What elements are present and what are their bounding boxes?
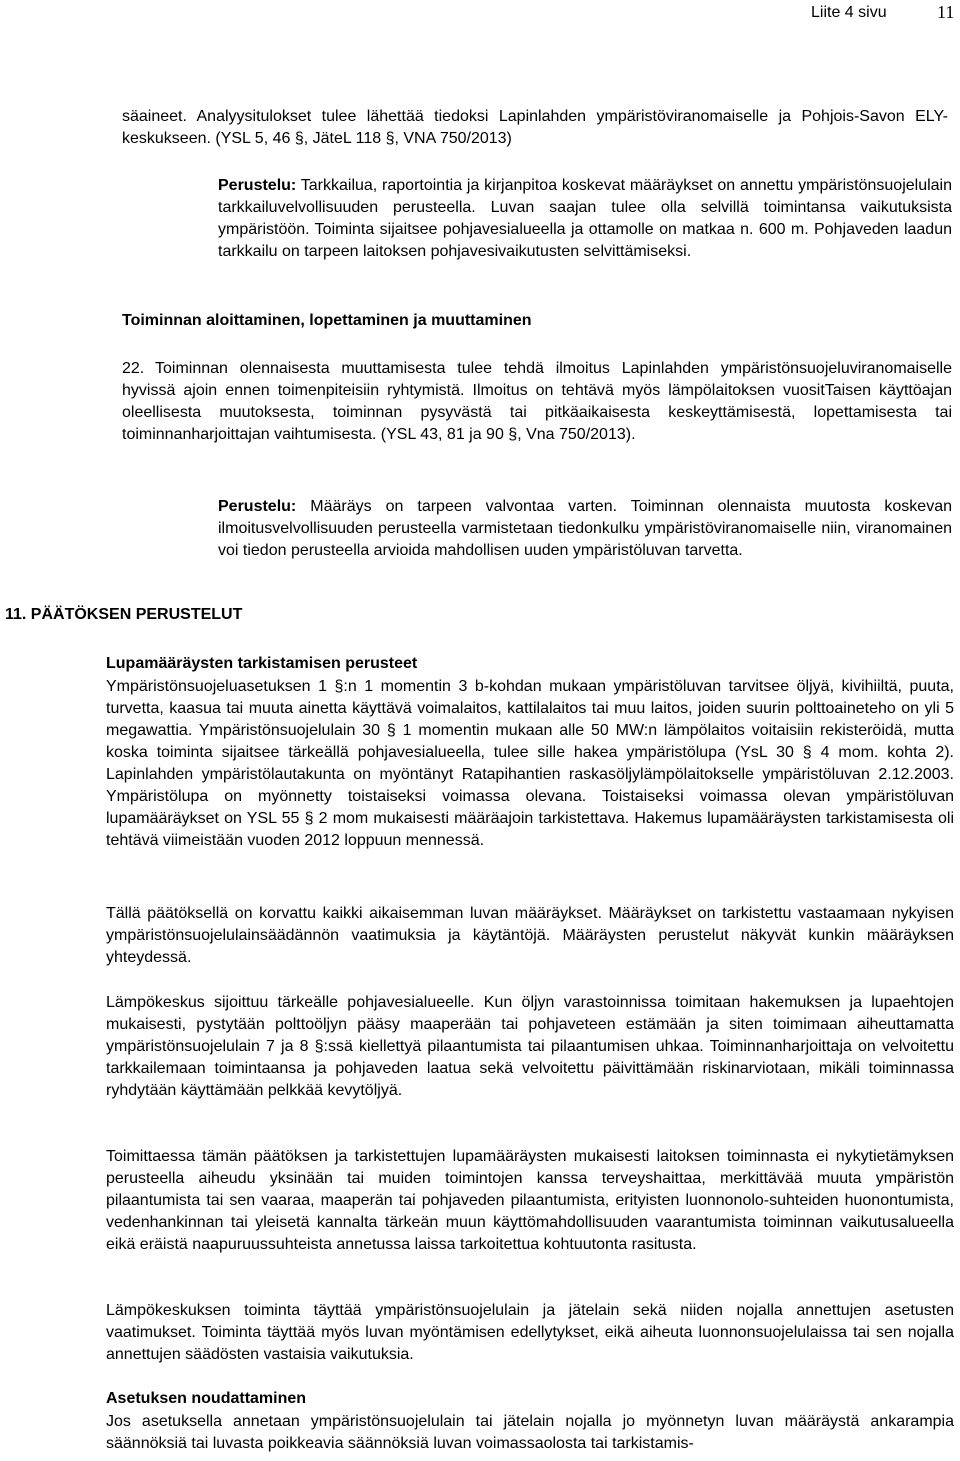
item-22-text: Toiminnan olennaisesta muuttamisesta tulee tehdä ilmoitus Lapinlahden ympäristönsuojeluviranomaiselle hyvissä ajoin ennen toimenpiteisiin ryhtymistä. Ilmoitus on tehtävä myös lämpölaitoksen vuositTaisen käyttöajan oleellisesta muutoksesta, toiminnan pysyvästä tai pitkäaikaisesta keskeyttämisestä, lopettamisesta tai toiminnanharjoittajan vaihtumisesta. (YSL 43, 81 ja 90 §, Vna 750/2013). (122, 360, 952, 443)
continued-paragraph: säaineet. Analyysitulokset tulee lähettää tiedoksi Lapinlahden ympäristöviranomaiselle ja Pohjois-Savon ELY-keskukseen. (YSL 5, 46 §, JäteL 118 §, VNA 750/2013) (122, 108, 948, 147)
asetus-paragraph: Jos asetuksella annetaan ympäristönsuojelulain tai jätelain nojalla jo myönnetyn luvan määräystä ankarampia säännöksiä tai luvasta poikkeavia säännöksiä luvan voimassaolosta tai tarkistamis- (106, 1413, 954, 1452)
paragraph-2: Tällä päätöksellä on korvattu kaikki aikaisemman luvan määräykset. Määräykset on tarkistettu vastaamaan nykyisen ympäristönsuojelulainsäädännön vaatimuksia ja käytäntöjä. Määräysten perustelut näkyvät kunkin määräyksen yhteydessä. (106, 905, 954, 966)
reasoning-paragraph-1 (218, 175, 952, 263)
subheading: Toiminnan aloittaminen, lopettaminen ja muuttaminen (122, 312, 532, 329)
paragraph-3: Lämpökeskus sijoittuu tärkeälle pohjavesialueelle. Kun öljyn varastoinnissa toimitaan hakemuksen ja lupaehtojen mukaisesti, pystytään polttoöljyn pääsy maaperään tai pohjaveteen estämään ja siten toimimaan aiheuttamatta ympäristönsuojelulain 7 ja 8 §:ssä kiellettyä pilaantumista tai pilaantumisen uhkaa. Toiminnanharjoittaja on velvoitettu tarkkailemaan toimintaansa ja pohjaveden laatua sekä velvoitettu päivittämään riskinarviotaan, mikäli toiminnassa ryhdytään käyttämään pelkkää kevytöljyä. (106, 994, 954, 1099)
section-heading: 11. PÄÄTÖKSEN PERUSTELUT (5, 606, 243, 623)
reasoning-text: Tarkkailua, raportointia ja kirjanpitoa koskevat määräykset on annettu ympäristönsuojelulain tarkkailuvelvollisuuden perusteella. Luvan saajan tulee olla selvillä toimintansa vaikutuksista ympäristöön. Toiminta sijaitsee pohjavesialueella ja ottamolle on matkaa n. 600 m. Pohjaveden laadun tarkkailu on tarpeen laitoksen pohjavesivaikutusten selvittämiseksi. (218, 177, 952, 260)
reasoning-label: Perustelu: (218, 498, 297, 515)
page-number: 11 (937, 2, 955, 22)
paragraph-4: Toimittaessa tämän päätöksen ja tarkistettujen lupamääräysten mukaisesti laitoksen toiminnasta ei nykytietämyksen perusteella aiheudu yksinään tai muiden toimintojen kanssa terveyshaittaa, merkittävää muuta ympäristön pilaantumista tai sen vaaraa, maaperän tai pohjaveden pilaantumista, erityisten luonnonolo-suhteiden huonontumista, vedenhankinnan tai yleisetä kannalta tärkeän muun käyttömahdollisuuden vaarantumista toiminnan vaikutusalueella eikä eräistä naapuruussuhteista annetussa laissa tarkoitettua kohtuutonta rasitusta. (106, 1148, 954, 1253)
reasoning-paragraph-2 (218, 496, 952, 562)
lupa-heading: Lupamääräysten tarkistamisen perusteet (106, 655, 418, 672)
reasoning-text: Määräys on tarpeen valvontaa varten. Toiminnan olennaista muutosta koskevan ilmoitusvelvollisuuden perusteella varmistetaan tiedonkulku ympäristöviranomaiselle niin, viranomainen voi tiedon perusteella arvioida mahdollisen uuden ympäristöluvan tarvetta. (218, 498, 952, 559)
reasoning-label: Perustelu: (218, 177, 297, 194)
header-label: Liite 4 sivu (811, 4, 887, 21)
paragraph-5: Lämpökeskuksen toiminta täyttää ympäristönsuojelulain ja jätelain sekä niiden nojalla annettujen asetusten vaatimukset. Toiminta täyttää myös luvan myöntämisen edellytykset, eikä aiheuta luonnonsuojelulaissa tai sen nojalla annettujen säädösten vastaisia vaikutuksia. (106, 1302, 954, 1363)
asetus-heading: Asetuksen noudattaminen (106, 1390, 307, 1407)
lupa-paragraph: Ympäristönsuojeluasetuksen 1 §:n 1 momentin 3 b-kohdan mukaan ympäristöluvan tarvitsee öljyä, kivihiiltä, puuta, turvetta, kaasua tai muuta ainetta käyttävä voimalaitos, kattilalaitos tai muu laitos, joiden suurin polttoaineteho on yli 5 megawattia. Ympäristönsuojelulain 30 § 1 momentin mukaan alle 50 MW:n lämpölaitos voitaisiin rekisteröidä, mutta koska toiminta sijaitsee tärkeällä pohjavesialueella, tulee sille hakea ympäristölupa (YsL 30 § 4 mom. kohta 2). Lapinlahden ympäristölautakunta on myöntänyt Ratapihantien raskasöljylämpölaitokselle ympäristöluvan 2.12.2003. Ympäristölupa on myönnetty toistaiseksi voimassa olevana. Toistaiseksi voimassa olevan ympäristöluvan lupamääräykset on YSL 55 § 2 mom mukaisesti määräajoin tarkistettava. Hakemus lupamääräysten tarkistamisesta oli tehtävä viimeistään vuoden 2012 loppuun mennessä. (106, 678, 954, 849)
item-number: 22. (122, 360, 145, 377)
